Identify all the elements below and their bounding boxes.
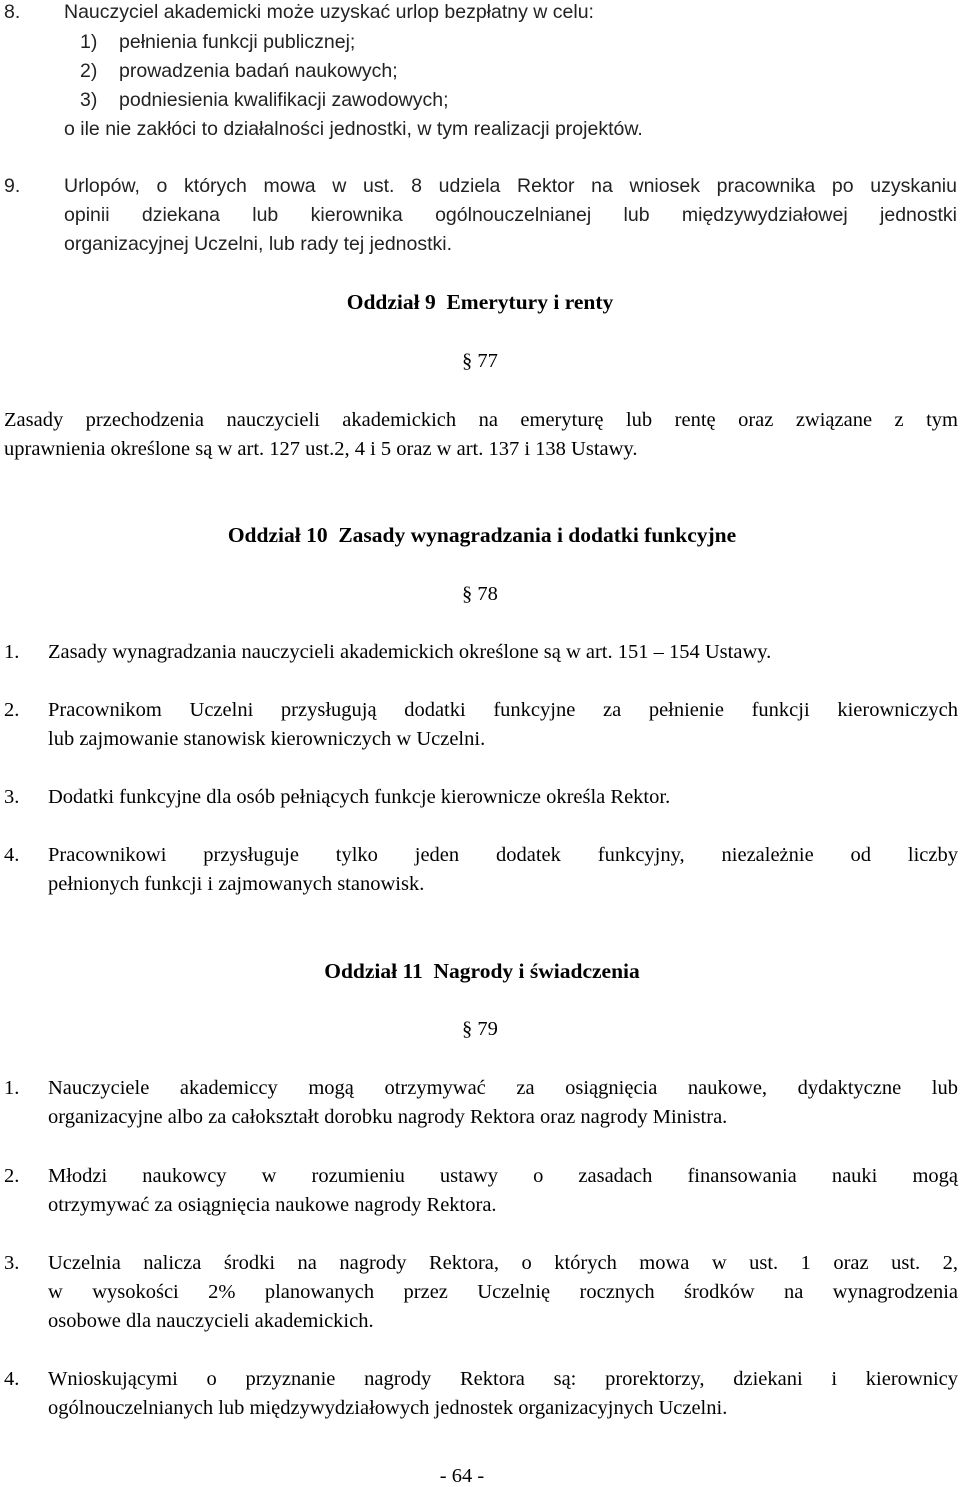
page-number: - 64 - [439,1465,485,1487]
body-line: Młodzi naukowcy w rozumieniu ustawy o zasadach finansowania nauki mogą [48,1165,958,1187]
list-item: 2) prowadzenia badań naukowych; [80,60,398,82]
body-line: Dodatki funkcyjne dla osób pełniących funkcje kierownicze określa Rektor. [48,786,671,808]
item-number: 2. [4,1165,20,1187]
item-number: 4. [4,844,20,866]
paragraph-number: § 79 [462,1018,498,1040]
item-number: 1. [4,641,20,663]
body-line: Wnioskującymi o przyznanie nagrody Rektora są: prorektorzy, dziekani i kierownicy [48,1368,958,1390]
body-line: Nauczyciele akademiccy mogą otrzymywać za osiągnięcia naukowe, dydaktyczne lub [48,1077,958,1099]
body-line: Zasady przechodzenia nauczycieli akademickich na emeryturę lub rentę oraz związane z tym [4,409,958,431]
paragraph-number: § 78 [462,583,498,605]
section-line: opinii dziekana lub kierownika ogólnouczelnianej lub międzywydziałowej jednostki [64,204,957,226]
body-line: Pracownikowi przysługuje tylko jeden dodatek funkcyjny, niezależnie od liczby [48,844,958,866]
item-number: 8. [4,1,21,23]
body-line: osobowe dla nauczycieli akademickich. [48,1310,374,1332]
section-intro: Nauczyciel akademicki może uzyskać urlop bezpłatny w celu: [64,1,594,23]
list-item: 3) podniesienia kwalifikacji zawodowych; [80,89,449,111]
paragraph-number: § 77 [462,350,498,372]
body-line: Zasady wynagradzania nauczycieli akademickich określone są w art. 151 – 154 Ustawy. [48,641,772,663]
body-line: otrzymywać za osiągnięcia naukowe nagrody Rektora. [48,1194,497,1216]
section-heading: Oddział 11 Nagrody i świadczenia [324,959,640,983]
section-line: Urlopów, o których mowa w ust. 8 udziela Rektor na wniosek pracownika po uzyskaniu [64,175,957,197]
item-number: 2. [4,699,20,721]
body-line: pełnionych funkcji i zajmowanych stanowisk. [48,873,425,895]
section-heading: Oddział 9 Emerytury i renty [346,290,614,314]
item-number: 3. [4,1252,20,1274]
section-heading: Oddział 10 Zasady wynagradzania i dodatki funkcyjne [227,523,737,547]
body-line: lub zajmowanie stanowisk kierowniczych w Uczelni. [48,728,486,750]
item-number: 4. [4,1368,20,1390]
body-line: organizacyjne albo za całokształt dorobku nagrody Rektora oraz nagrody Ministra. [48,1106,728,1128]
item-number: 9. [4,175,21,197]
section-tail: o ile nie zakłóci to działalności jednostki, w tym realizacji projektów. [64,118,643,140]
body-line: Pracownikom Uczelni przysługują dodatki funkcyjne za pełnienie funkcji kierowniczych [48,699,958,721]
body-line: uprawnienia określone są w art. 127 ust.2, 4 i 5 oraz w art. 137 i 138 Ustawy. [4,438,638,460]
body-line: Uczelnia nalicza środki na nagrody Rektora, o których mowa w ust. 1 oraz ust. 2, [48,1252,958,1274]
item-number: 1. [4,1077,20,1099]
section-line: organizacyjnej Uczelni, lub rady tej jednostki. [64,233,453,255]
body-line: ogólnouczelnianych lub międzywydziałowych jednostek organizacyjnych Uczelni. [48,1397,728,1419]
item-number: 3. [4,786,20,808]
list-item: 1) pełnienia funkcji publicznej; [80,31,356,53]
body-line: w wysokości 2% planowanych przez Uczelnię rocznych środków na wynagrodzenia [48,1281,958,1303]
